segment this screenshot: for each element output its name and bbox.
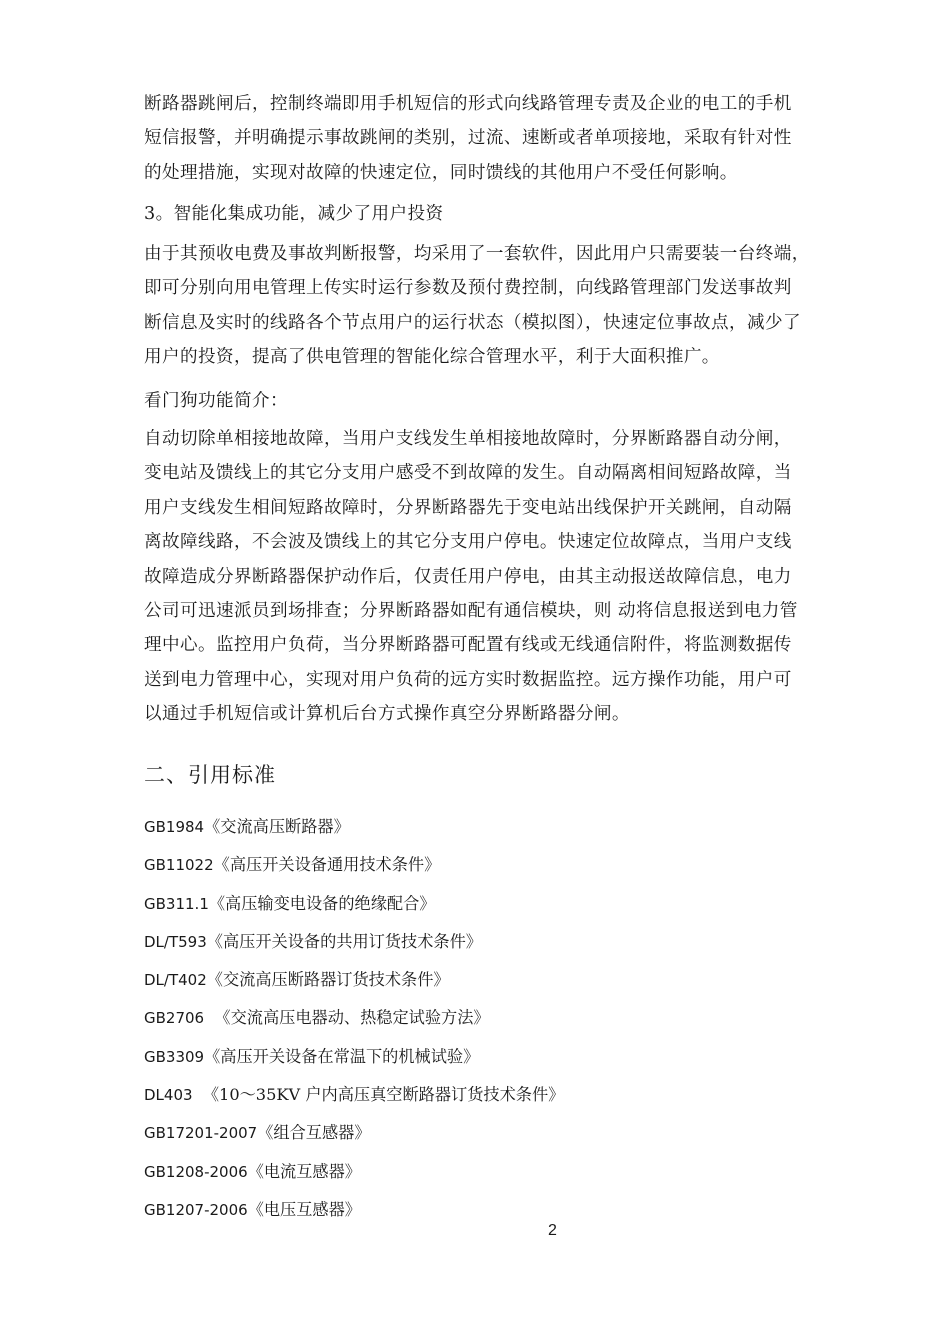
text-line: 看门狗功能简介：: [144, 391, 288, 411]
text-line: 即可分别向用电管理上传实时运行参数及预付费控制，向线路管理部门发送事故判: [144, 278, 792, 299]
paragraph-fault-alarm: [144, 87, 836, 190]
standard-code: GB2706: [144, 1009, 205, 1028]
standard-item: [144, 927, 564, 965]
standard-code: DL/T402: [144, 971, 207, 990]
standard-code: GB1984: [144, 818, 205, 836]
standard-title: 《交流高压断路器》: [204, 817, 350, 836]
item-3-title: [144, 197, 836, 231]
standard-title: 《交流高压断路器订货技术条件》: [206, 970, 450, 990]
standard-code: GB1207-2006: [144, 1200, 248, 1219]
standard-code: GB11022: [144, 856, 214, 875]
text-line: 理中心。监控用户负荷，当分界断路器可配置有线或无线通信附件，将监测数据传: [144, 635, 792, 656]
standard-title: 《10～35KV 户内高压真空断路器订货技术条件》: [192, 1085, 565, 1105]
watchdog-title: [144, 384, 836, 418]
standards-list: [144, 812, 564, 1233]
standard-title: 《电流互感器》: [247, 1161, 361, 1181]
standard-item: [144, 850, 564, 888]
standard-title: 《组合互感器》: [257, 1123, 371, 1143]
text-line: 用户支线发生相间短路故障时，分界断路器先于变电站出线保护开关跳闸，自动隔: [144, 497, 792, 518]
standard-title: 《交流高压电器动、热稳定试验方法》: [204, 1008, 490, 1028]
text-line: 断路器跳闸后，控制终端即用手机短信的形式向线路管理专责及企业的电工的手机: [144, 94, 792, 114]
standard-item: [144, 965, 564, 1003]
section-heading: 二、引用标准: [144, 763, 276, 787]
standard-code: GB1208-2006: [144, 1162, 248, 1181]
standard-title: 《高压开关设备在常温下的机械试验》: [204, 1046, 480, 1066]
standard-item: [144, 889, 564, 927]
text-line: 以通过手机短信或计算机后台方式操作真空分界断路器分闸。: [144, 704, 630, 725]
standard-item: [144, 1042, 564, 1080]
standard-title: 《高压开关设备通用技术条件》: [213, 855, 441, 875]
text-line: 故障造成分界断路器保护动作后，仅责任用户停电，由其主动报送故障信息，电力: [144, 566, 792, 587]
text-line: 离故障线路，不会波及馈线上的其它分支用户停电。快速定位故障点，当用户支线: [144, 532, 792, 553]
paragraph-integration: [144, 237, 836, 375]
standard-title: 《电压互感器》: [247, 1199, 361, 1219]
paragraph-watchdog: [144, 422, 836, 732]
standard-item: [144, 1157, 564, 1195]
standard-item: [144, 1080, 564, 1118]
text-line: 公司可迅速派员到场排查；分界断路器如配有通信模块，则 动将信息报送到电力管: [144, 600, 798, 621]
standard-item: [144, 1118, 564, 1156]
standard-item: [144, 1195, 564, 1233]
text-line: 变电站及馈线上的其它分支用户感受不到故障的发生。自动隔离相间短路故障，当: [144, 463, 792, 484]
text-line: 用户的投资，提高了供电管理的智能化综合管理水平，利于大面积推广。: [144, 347, 720, 368]
text-line: 送到电力管理中心，实现对用户负荷的远方实时数据监控。远方操作功能，用户可: [144, 669, 792, 690]
standard-code: DL403: [144, 1086, 193, 1105]
standard-code: GB17201-2007: [144, 1124, 258, 1143]
text-line: 由于其预收电费及事故判断报警，均采用了一套软件，因此用户只需要装一台终端，: [144, 244, 810, 264]
standard-item: [144, 1003, 564, 1041]
text-line: 3。智能化集成功能，减少了用户投资: [144, 204, 444, 224]
text-line: 短信报警，并明确提示事故跳闸的类别，过流、速断或者单项接地，采取有针对性: [144, 128, 792, 149]
text-line: 自动切除单相接地故障，当用户支线发生单相接地故障时，分界断路器自动分闸，: [144, 429, 792, 449]
standard-title: 《高压输变电设备的绝缘配合》: [208, 893, 436, 913]
standard-code: GB311.1: [144, 894, 209, 913]
standard-title: 《高压开关设备的共用订货技术条件》: [206, 931, 482, 951]
standard-item: [144, 812, 564, 850]
standard-code: DL/T593: [144, 932, 207, 951]
text-line: 断信息及实时的线路各个节点用户的运行状态（模拟图），快速定位事故点，减少了: [144, 312, 801, 333]
text-line: 的处理措施，实现对故障的快速定位，同时馈线的其他用户不受任何影响。: [144, 162, 738, 183]
page-number: 2: [548, 1222, 557, 1239]
standard-code: GB3309: [144, 1047, 205, 1066]
